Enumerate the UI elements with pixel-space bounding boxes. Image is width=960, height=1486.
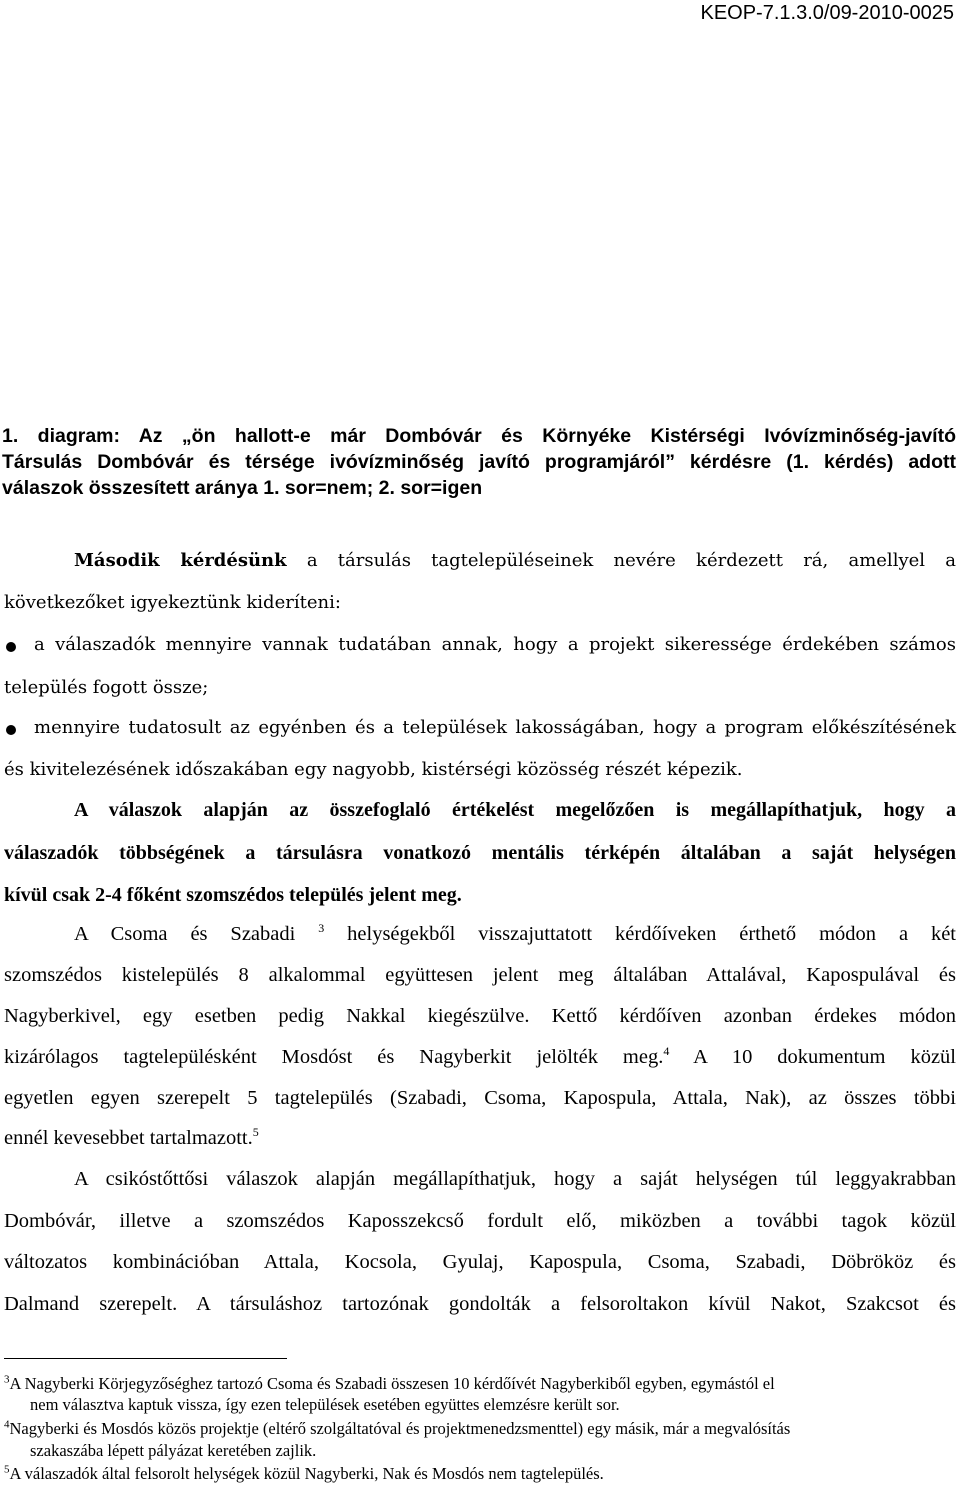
intro-bold-lead: Második kérdésünk bbox=[74, 550, 287, 571]
csikos-line-3: változatos kombinációban Attala, Kocsola, Gyulaj, Kapospula, Csoma, Szabadi, Döbrököz és bbox=[4, 1251, 956, 1273]
intro-line-2: következőket igyekeztünk kideríteni: bbox=[4, 592, 341, 613]
csoma-line-4 bbox=[4, 1046, 956, 1069]
caption-line-3: válaszok összesített aránya 1. sor=nem; 2. sor=igen bbox=[2, 477, 483, 499]
bullet-1-line-1: a válaszadók mennyire vannak tudatában annak, hogy a projekt sikeressége érdekében számos bbox=[34, 634, 956, 655]
footnote-3-num: 3 bbox=[4, 1373, 10, 1386]
footnote-ref-3[interactable]: 3 bbox=[318, 921, 325, 936]
footnote-ref-5[interactable]: 5 bbox=[252, 1125, 259, 1140]
footnote-ref-4[interactable]: 4 bbox=[663, 1044, 670, 1059]
csoma-line-2: szomszédos kistelepülés 8 alkalommal együttesen jelent meg általában Attalával, Kapospulával és bbox=[4, 964, 956, 986]
document-code: KEOP-7.1.3.0/09-2010-0025 bbox=[700, 2, 954, 24]
footnote-4-text: Nagyberki és Mosdós közös projektje (eltérő szolgáltatóval és projektmenedzsmenttel) egy másik, már a megvalósítás bbox=[9, 1419, 791, 1438]
csoma-line-4-a: kizárólagos tagtelepülésként Mosdóst és Nagyberkit jelölték meg. bbox=[4, 1046, 664, 1068]
footnote-5-line-1 bbox=[4, 1464, 956, 1484]
footnote-4-line-1 bbox=[4, 1419, 956, 1439]
csoma-line-1-b: helységekből visszajuttatott kérdőíveken érthető módon a két bbox=[324, 923, 956, 945]
bullet-icon bbox=[6, 642, 16, 652]
caption-line-1: 1. diagram: Az „ön hallott-e már Dombóvár és Környéke Kistérségi Ivóvízminőség-javító bbox=[2, 425, 956, 447]
footnote-3-text: A Nagyberki Körjegyzőséghez tartozó Csoma és Szabadi összesen 10 kérdőívét Nagyberkiből egyben, egymástól el bbox=[9, 1374, 775, 1393]
csikos-line-4: Dalmand szerepelt. A társuláshoz tartozónak gondolták a felsoroltakon kívül Nakot, Szakcsot és bbox=[4, 1293, 956, 1315]
footnote-5-num: 5 bbox=[4, 1463, 10, 1476]
footnote-4-num: 4 bbox=[4, 1418, 10, 1431]
diagram-caption bbox=[2, 423, 956, 501]
bullet-icon bbox=[6, 725, 16, 735]
intro-line-1 bbox=[74, 550, 956, 571]
footnote-3-line-1 bbox=[4, 1374, 956, 1394]
footnote-4-line-2: szakaszába lépett pályázat keretében zajlik. bbox=[30, 1441, 317, 1460]
csikos-line-2: Dombóvár, illetve a szomszédos Kaposszekcső fordult elő, miközben a további tagok közül bbox=[4, 1210, 956, 1232]
footnote-separator bbox=[4, 1358, 287, 1359]
bullet-2-line-1: mennyire tudatosult az egyénben és a települések lakosságában, hogy a program előkészítésének bbox=[34, 717, 956, 738]
csoma-line-1-a: A Csoma és Szabadi bbox=[74, 923, 296, 945]
csoma-line-4-b: A 10 dokumentum közül bbox=[669, 1046, 956, 1068]
bullet-1-line-2: település fogott össze; bbox=[4, 677, 209, 698]
summary-line-1: A válaszok alapján az összefoglaló értékelést megelőzően is megállapíthatjuk, hogy a bbox=[74, 799, 956, 821]
csoma-line-6-a: ennél kevesebbet tartalmazott. bbox=[4, 1127, 253, 1149]
footnote-3-line-2: nem választva kaptuk vissza, így ezen települések esetében együttes elemzésre került sor. bbox=[30, 1395, 620, 1414]
csoma-line-3: Nagyberkivel, egy esetben pedig Nakkal kiegészülve. Kettő kérdőíven azonban érdekes módon bbox=[4, 1005, 956, 1027]
bullet-2-line-2: és kivitelezésének időszakában egy nagyobb, kistérségi közösség részét képezik. bbox=[4, 759, 743, 780]
intro-line-1-rest: a társulás tagtelepüléseinek nevére kérdezett rá, amellyel a bbox=[286, 550, 956, 571]
csoma-line-6 bbox=[4, 1127, 956, 1150]
summary-line-3: kívül csak 2-4 főként szomszédos település jelent meg. bbox=[4, 884, 462, 906]
csikos-line-1: A csikóstőttősi válaszok alapján megállapíthatjuk, hogy a saját helységen túl leggyakrabban bbox=[74, 1168, 956, 1190]
summary-line-2: válaszadók többségének a társulásra vonatkozó mentális térképén általában a saját helységen bbox=[4, 842, 956, 864]
csoma-line-1 bbox=[74, 923, 956, 946]
footnote-5-text: A válaszadók által felsorolt helységek közül Nagyberki, Nak és Mosdós nem tagtelepülés. bbox=[9, 1464, 604, 1483]
csoma-line-5: egyetlen egyen szerepelt 5 tagtelepülés (Szabadi, Csoma, Kapospula, Attala, Nak), az összes többi bbox=[4, 1087, 956, 1109]
caption-line-2: Társulás Dombóvár és térsége ivóvízminőség javító programjáról” kérdésre (1. kérdés) adott bbox=[2, 451, 956, 473]
